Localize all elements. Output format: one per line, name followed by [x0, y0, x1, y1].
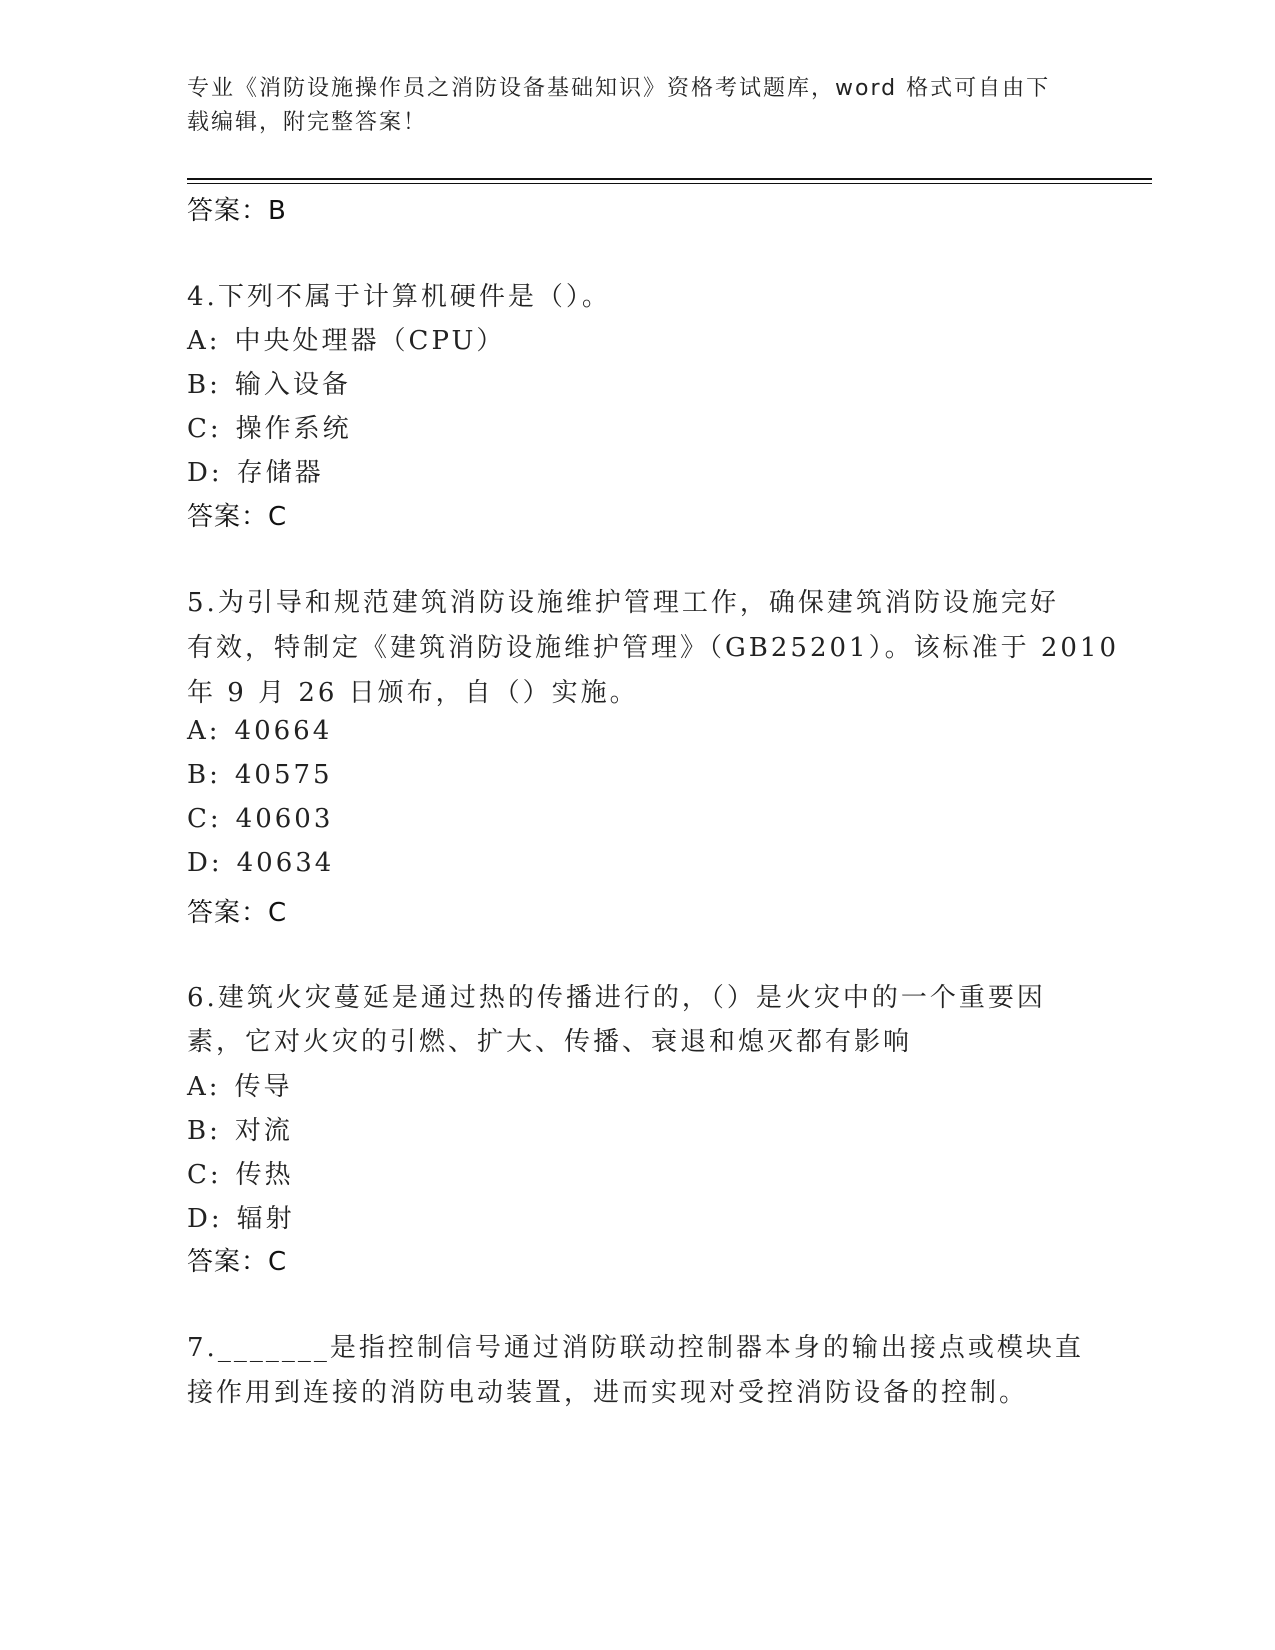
- option-c: [187, 804, 333, 834]
- question-stem-continued: [187, 1021, 912, 1058]
- option-text: 辐射: [236, 1204, 295, 1234]
- option-separator: :: [210, 1204, 223, 1234]
- option-text: 40664: [234, 716, 333, 746]
- answer-prefix: 答案：: [187, 502, 269, 532]
- answer-line: [187, 892, 287, 929]
- option-letter: C: [187, 804, 210, 834]
- header-line-1: 专业《消防设施操作员之消防设备基础知识》资格考试题库，word 格式可自由下: [187, 76, 1051, 101]
- question-stem-line: 素，它对火灾的引燃、扩大、传播、衰退和熄灭都有影响: [187, 1027, 913, 1057]
- question-stem: [187, 276, 611, 313]
- option-separator: :: [209, 414, 222, 444]
- option-separator: :: [208, 716, 221, 746]
- option-letter: C: [187, 414, 210, 444]
- question-number: 4.: [187, 282, 218, 312]
- option-letter: A: [187, 326, 209, 356]
- question-number: 6.: [187, 983, 218, 1013]
- question-stem-line: 下列不属于计算机硬件是（）。: [217, 282, 611, 312]
- answer-value: C: [268, 502, 288, 532]
- option-separator: :: [209, 1116, 221, 1146]
- option-letter: A: [187, 716, 209, 746]
- answer-prefix: 答案：: [187, 196, 269, 226]
- option-letter: D: [187, 1204, 211, 1234]
- question-stem-continued: [187, 672, 639, 709]
- option-separator: :: [210, 848, 223, 878]
- option-text: 40634: [236, 848, 335, 878]
- option-text: 中央处理器（CPU）: [234, 326, 506, 356]
- question-number: 7.: [187, 1333, 218, 1363]
- option-letter: C: [187, 1160, 210, 1190]
- option-letter: D: [187, 848, 211, 878]
- header-divider-thin: [187, 183, 1152, 184]
- option-separator: :: [208, 1072, 221, 1102]
- option-a: [187, 716, 332, 746]
- option-b: [187, 1110, 293, 1147]
- answer-prefix: 答案：: [187, 1247, 269, 1277]
- option-separator: :: [209, 804, 222, 834]
- option-letter: B: [187, 370, 210, 400]
- question-stem-line: _______是指控制信号通过消防联动控制器本身的输出接点或模块直: [217, 1333, 1084, 1363]
- option-text: 操作系统: [235, 414, 352, 444]
- answer-prefix: 答案：: [187, 898, 269, 928]
- question-stem-continued: [187, 627, 1119, 664]
- option-b: [187, 364, 351, 401]
- option-text: 传热: [235, 1160, 294, 1190]
- question-stem-continued: [187, 1372, 1028, 1409]
- option-text: 传导: [234, 1072, 293, 1102]
- option-letter: A: [187, 1072, 209, 1102]
- question-stem: [187, 1327, 1084, 1364]
- answer-value: C: [268, 1247, 288, 1277]
- option-letter: D: [187, 458, 211, 488]
- option-text: 对流: [234, 1116, 293, 1146]
- option-c: [187, 408, 352, 445]
- answer-value: B: [268, 196, 287, 226]
- option-separator: :: [209, 1160, 222, 1190]
- option-a: [187, 1066, 293, 1103]
- option-text: 40603: [235, 804, 334, 834]
- answer-line: [187, 1241, 287, 1278]
- question-number: 5.: [187, 588, 218, 618]
- option-letter: B: [187, 1116, 210, 1146]
- question-stem-line: 建筑火灾蔓延是通过热的传播进行的，（）是火灾中的一个重要因: [217, 983, 1046, 1013]
- option-c: [187, 1154, 294, 1191]
- document-header: [187, 72, 1067, 140]
- option-a: [187, 320, 505, 357]
- question-stem: [187, 582, 1059, 619]
- header-line-2: 载编辑，附完整答案！: [187, 110, 428, 135]
- option-text: 存储器: [236, 458, 324, 488]
- option-separator: :: [209, 760, 221, 790]
- header-divider-thick: [187, 178, 1152, 180]
- answer-line: [187, 496, 287, 533]
- answer-value: C: [268, 898, 288, 928]
- question-stem-line: 年 9 月 26 日颁布，自（）实施。: [187, 678, 639, 708]
- question-stem-line: 有效，特制定《建筑消防设施维护管理》（GB25201）。该标准于 2010: [187, 633, 1120, 663]
- question-stem-line: 为引导和规范建筑消防设施维护管理工作，确保建筑消防设施完好: [217, 588, 1059, 618]
- option-separator: :: [209, 370, 221, 400]
- option-b: [187, 760, 333, 790]
- option-separator: :: [208, 326, 221, 356]
- option-d: [187, 848, 334, 878]
- option-d: [187, 1198, 295, 1235]
- option-text: 40575: [234, 760, 333, 790]
- question-stem-line: 接作用到连接的消防电动装置，进而实现对受控消防设备的控制。: [187, 1378, 1029, 1408]
- answer-line: [187, 190, 287, 227]
- option-d: [187, 452, 324, 489]
- option-letter: B: [187, 760, 210, 790]
- question-stem: [187, 977, 1046, 1014]
- option-text: 输入设备: [234, 370, 351, 400]
- option-separator: :: [210, 458, 223, 488]
